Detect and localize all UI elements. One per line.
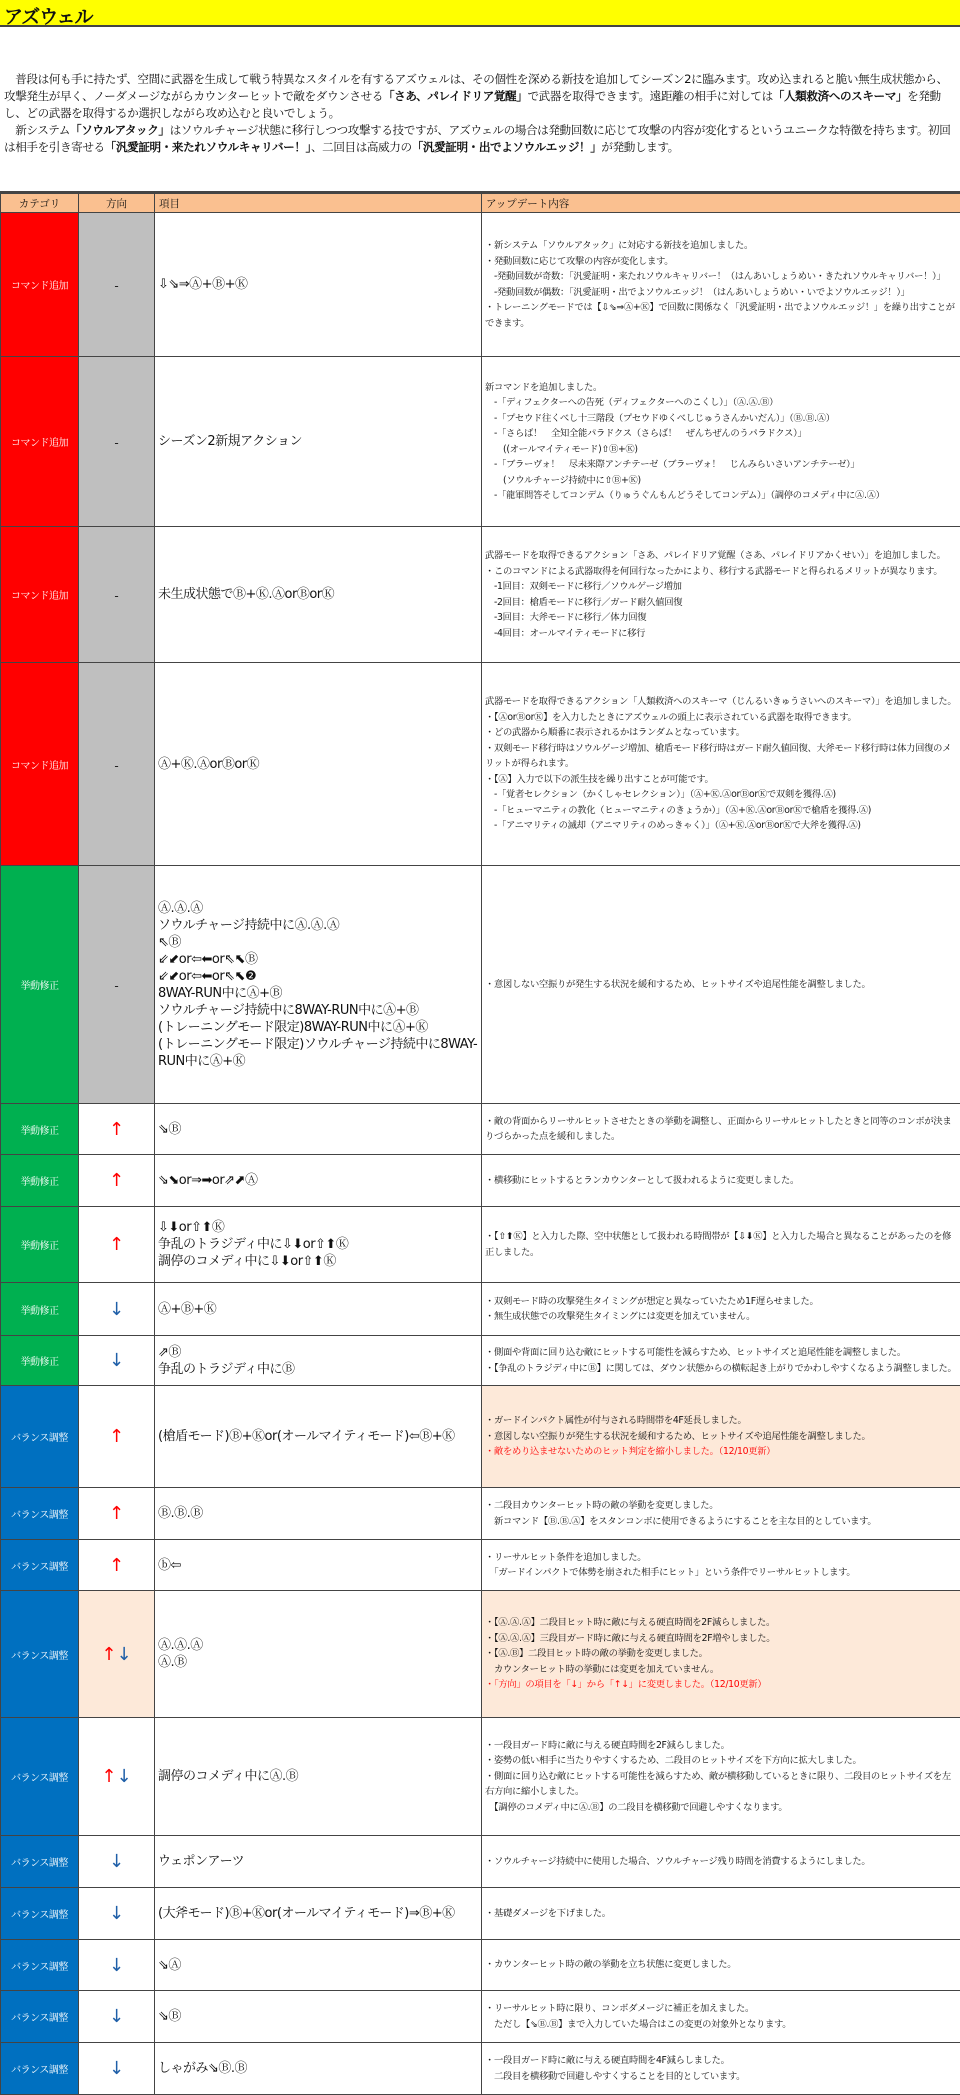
item-cell <box>155 663 482 866</box>
content-line: 二段目を横移動で回避しやすくすることを目的としています。 <box>485 2069 957 2085</box>
content-cell <box>482 1386 960 1488</box>
intro-highlight: 「人類救済へのスキーマ」 <box>773 89 907 103</box>
content-line: -「アニマリティの滅却（アニマリティのめっきゃく）」（Ⓐ+Ⓚ.ⒶorⒷorⓀで大斧を獲得.Ⓐ) <box>485 818 957 834</box>
intro-highlight: 「ソウルアタック」 <box>70 123 170 137</box>
direction-cell <box>79 866 155 1104</box>
direction-value: - <box>114 436 118 450</box>
content-line: ・一段目ガード時に敵に与える硬直時間を4F減らしました。 <box>485 2053 957 2069</box>
item-cell <box>155 1155 482 1207</box>
item-line: ⇖Ⓑ <box>158 934 478 951</box>
content-line: -「龍軍問答そしてコンデム（りゅうぐんもんどうそしてコンデム）」（調停のコメディ中にⒶ.Ⓐ） <box>485 488 957 504</box>
category-cell: バランス調整 <box>1 1488 79 1540</box>
item-cell <box>155 527 482 663</box>
direction-cell <box>79 1104 155 1155</box>
content-line: ・このコマンドによる武器取得を何回行なったかにより、移行する武器モードと得られるメリットが異なります。 <box>485 564 957 580</box>
item-cell <box>155 1207 482 1283</box>
direction-cell <box>79 1540 155 1591</box>
table-row <box>1 357 960 527</box>
item-cell <box>155 866 482 1104</box>
content-line: 武器モードを取得できるアクション「人類救済へのスキーマ（じんるいきゅうさいへのスキーマ）」を追加しました。 <box>485 694 957 710</box>
item-line: ⇙⬋or⇦⬅or⇖⬉Ⓑ <box>158 951 478 968</box>
item-cell <box>155 1336 482 1386</box>
content-line: 新コマンドを追加しました。 <box>485 380 957 396</box>
content-line: ・横移動にヒットするとランカウンターとして扱われるように変更しました。 <box>485 1173 957 1189</box>
content-line: ・どの武器から順番に表示されるかはランダムとなっています。 <box>485 725 957 741</box>
content-line: -1回目：双剣モードに移行／ソウルゲージ増加 <box>485 579 957 595</box>
content-line: ただし【⇘Ⓑ.Ⓑ】まで入力していた場合はこの変更の対象外となります。 <box>485 2017 957 2033</box>
table-row <box>1 2043 960 2095</box>
item-line: ソウルチャージ持続中に8WAY-RUN中にⒶ+Ⓑ <box>158 1002 478 1019</box>
update-note: ・敵をめり込ませないためのヒット判定を縮小しました。（12/10更新） <box>485 1444 957 1460</box>
item-cell <box>155 1836 482 1888</box>
content-line: ・【争乱のトラジディ中にⒷ】に関しては、ダウン状態からの横転起き上がりでかわしやすくなるよう調整しました。 <box>485 1361 957 1377</box>
content-line: 「ガードインパクトで体勢を崩された相手にヒット」という条件でリーサルヒットします。 <box>485 1565 957 1581</box>
content-line: ・【Ⓐ.Ⓐ.Ⓐ】二段目ヒット時に敵に与える硬直時間を2F減らしました。 <box>485 1615 957 1631</box>
content-line: ・【Ⓐ.Ⓑ】二段目ヒット時の敵の挙動を変更しました。 <box>485 1646 957 1662</box>
direction-cell <box>79 1207 155 1283</box>
item-line: ⇘Ⓐ <box>158 1957 478 1974</box>
direction-cell <box>79 2043 155 2095</box>
content-line: ・側面や背面に回り込む敵にヒットする可能性を減らすため、ヒットサイズと追尾性能を調整しました。 <box>485 1345 957 1361</box>
content-cell <box>482 1940 960 1991</box>
item-line: 8WAY-RUN中にⒶ+Ⓑ <box>158 985 478 1002</box>
content-cell <box>482 213 960 357</box>
intro-span: 、二回目は高威力の <box>311 140 412 154</box>
table-row <box>1 213 960 357</box>
table-row <box>1 1940 960 1991</box>
table-row <box>1 527 960 663</box>
direction-value <box>101 1644 131 1665</box>
item-cell <box>155 1104 482 1155</box>
header-content: アップデート内容 <box>482 194 960 213</box>
content-line: ・ガードインパクト属性が付与される時間帯を4F延長しました。 <box>485 1413 957 1429</box>
category-cell: 挙動修正 <box>1 866 79 1104</box>
direction-value: ↑ <box>109 1426 124 1447</box>
intro-text <box>0 27 960 193</box>
content-line: -「ブラーヴォ！ 尽未来際アンチテーゼ（ブラーヴォ！ じんみらいさいアンチテーゼ）」 <box>485 457 957 473</box>
content-line: -「さらば！ 全知全能パラドクス（さらば！ ぜんちぜんのうパラドクス）」 <box>485 426 957 442</box>
table-row <box>1 1991 960 2043</box>
category-cell: バランス調整 <box>1 1888 79 1940</box>
item-line: Ⓐ+Ⓑ+Ⓚ <box>158 1301 478 1318</box>
item-line: ⇘Ⓑ <box>158 1121 478 1138</box>
intro-span: が発動します。 <box>601 140 678 154</box>
item-line: ソウルチャージ持続中にⒶ.Ⓐ.Ⓐ <box>158 917 478 934</box>
content-cell <box>482 1207 960 1283</box>
intro-highlight: 「汎愛証明・来たれソウルキャリバー！」 <box>105 140 311 154</box>
direction-cell <box>79 1991 155 2043</box>
category-cell: バランス調整 <box>1 1940 79 1991</box>
direction-value <box>101 1766 131 1787</box>
content-line: ・カウンターヒット時の敵の挙動を立ち状態に変更しました。 <box>485 1957 957 1973</box>
item-line: Ⓐ+Ⓚ.ⒶorⒷorⓀ <box>158 756 478 773</box>
item-cell <box>155 2043 482 2095</box>
item-line: ⇩⇘⇒Ⓐ+Ⓑ+Ⓚ <box>158 276 478 293</box>
category-cell: バランス調整 <box>1 1540 79 1591</box>
content-cell <box>482 1718 960 1836</box>
content-cell <box>482 1540 960 1591</box>
table-header-row <box>1 194 960 213</box>
content-line: ・発動回数に応じて攻撃の内容が変化します。 <box>485 254 957 270</box>
content-line: ・一段目ガード時に敵に与える硬直時間を2F減らしました。 <box>485 1738 957 1754</box>
content-line: カウンターヒット時の挙動には変更を加えていません。 <box>485 1662 957 1678</box>
content-line: -「プセウド往くべし十三階段（プセウドゆくべしじゅうさんかいだん）」（Ⓑ.Ⓑ.Ⓐ） <box>485 411 957 427</box>
item-cell <box>155 213 482 357</box>
category-cell: バランス調整 <box>1 1836 79 1888</box>
item-line: ⇙⬋or⇦⬅or⇖⬉❷ <box>158 968 478 985</box>
content-line: ・双剣モード移行時はソウルゲージ増加、槍盾モード移行時はガード耐久値回復、大斧モード移行時は体力回復のメリットが得られます。 <box>485 741 957 772</box>
content-cell <box>482 1591 960 1718</box>
item-line: (槍盾モード)Ⓑ+Ⓚor(オールマイティモード)⇦Ⓑ+Ⓚ <box>158 1428 478 1445</box>
content-cell <box>482 1888 960 1940</box>
table-row <box>1 1540 960 1591</box>
table-row <box>1 866 960 1104</box>
item-cell <box>155 1488 482 1540</box>
item-cell <box>155 1283 482 1336</box>
direction-cell <box>79 1336 155 1386</box>
item-line: Ⓐ.Ⓐ.Ⓐ <box>158 900 478 917</box>
table-row <box>1 1104 960 1155</box>
item-line: Ⓐ.Ⓐ.Ⓐ <box>158 1637 478 1654</box>
content-cell <box>482 2043 960 2095</box>
category-cell: バランス調整 <box>1 1718 79 1836</box>
item-line: 争乱のトラジディ中にⒷ <box>158 1361 478 1378</box>
direction-value: - <box>114 759 118 773</box>
item-line: 争乱のトラジディ中に⇩⬇or⇧⬆Ⓚ <box>158 1236 478 1253</box>
content-line: ・【Ⓐ.Ⓐ.Ⓐ】三段目ガード時に敵に与える硬直時間を2F増やしました。 <box>485 1631 957 1647</box>
item-line: ⇩⬇or⇧⬆Ⓚ <box>158 1219 478 1236</box>
item-cell <box>155 1888 482 1940</box>
content-line: 【調停のコメディ中にⒶ.Ⓑ】の二段目を横移動で回避しやすくなります。 <box>485 1800 957 1816</box>
intro-span: 普段は何も手に持たず、空間に武器を生成して戦う特異なスタイルを有するアズウェルは、その個性を深める新技を追加してシーズン2に臨みます。攻め込まれると脆い無生成状態から、攻撃発生が早く、ノーダメージながらカウンターヒットで敵をダウンさせる <box>4 72 948 103</box>
category-cell: 挙動修正 <box>1 1104 79 1155</box>
content-line: -2回目：槍盾モードに移行／ガード耐久値回復 <box>485 595 957 611</box>
direction-value: ↑ <box>109 1119 124 1140</box>
direction-value: ↓ <box>109 1851 124 1872</box>
intro-span: 新システム <box>4 123 70 137</box>
item-cell <box>155 1591 482 1718</box>
direction-cell <box>79 213 155 357</box>
category-cell: 挙動修正 <box>1 1207 79 1283</box>
content-line: ・リーサルヒット条件を追加しました。 <box>485 1550 957 1566</box>
content-line: ・敵の背面からリーサルヒットさせたときの挙動を調整し、正面からリーサルヒットしたときと同等のコンボが決まりづらかった点を緩和しました。 <box>485 1114 957 1145</box>
direction-value: ↑ <box>109 1170 124 1191</box>
direction-value: ↑ <box>109 1234 124 1255</box>
item-cell <box>155 1540 482 1591</box>
direction-cell <box>79 1591 155 1718</box>
direction-value: ↓ <box>109 1955 124 1976</box>
item-line: Ⓑ.Ⓑ.Ⓑ <box>158 1505 478 1522</box>
direction-cell <box>79 357 155 527</box>
category-cell: バランス調整 <box>1 1386 79 1488</box>
direction-cell <box>79 663 155 866</box>
table-row <box>1 1386 960 1488</box>
intro-span: はソウルチャージ状態に移行しつつ攻撃する技ですが、アズウェルの場合は発動回数に応じて攻撃の内容が変化するというユニークな特徴を持ちます。初回は相手を引き寄せる <box>4 123 950 154</box>
header-direction: 方向 <box>79 194 155 213</box>
header-category: カテゴリ <box>1 194 79 213</box>
content-line: 新コマンド【Ⓑ.Ⓑ.Ⓐ】をスタンコンボに使用できるようにすることを主な目的としています。 <box>485 1514 957 1530</box>
item-line: ⇘Ⓑ <box>158 2008 478 2025</box>
up-arrow-icon: ↑ <box>101 1644 116 1665</box>
direction-cell <box>79 1888 155 1940</box>
category-cell: バランス調整 <box>1 1591 79 1718</box>
item-line: 未生成状態でⒷ+Ⓚ.ⒶorⒷorⓀ <box>158 586 478 603</box>
direction-cell <box>79 1283 155 1336</box>
item-cell <box>155 1386 482 1488</box>
direction-cell <box>79 1155 155 1207</box>
content-line: ・リーサルヒット時に限り、コンボダメージに補正を加えました。 <box>485 2001 957 2017</box>
item-line: 調停のコメディ中にⒶ.Ⓑ <box>158 1768 478 1785</box>
item-line: Ⓐ.Ⓑ <box>158 1654 478 1671</box>
content-line: ・【Ⓐ】入力で以下の派生技を繰り出すことが可能です。 <box>485 772 957 788</box>
content-cell <box>482 357 960 527</box>
content-line: 武器モードを取得できるアクション「さあ、パレイドリア覚醒（さあ、パレイドリアかくせい）」を追加しました。 <box>485 548 957 564</box>
content-cell <box>482 1283 960 1336</box>
table-row <box>1 663 960 866</box>
item-line: ⇗Ⓑ <box>158 1344 478 1361</box>
intro-paragraph-1 <box>4 71 956 122</box>
content-cell <box>482 1336 960 1386</box>
header-item: 項目 <box>155 194 482 213</box>
page-title: アズウェル <box>0 0 960 27</box>
content-line: -4回目：オールマイティモードに移行 <box>485 626 957 642</box>
down-arrow-icon: ↓ <box>117 1644 132 1665</box>
category-cell: コマンド追加 <box>1 213 79 357</box>
direction-cell <box>79 1836 155 1888</box>
direction-cell <box>79 1940 155 1991</box>
category-cell: 挙動修正 <box>1 1336 79 1386</box>
down-arrow-icon: ↓ <box>117 1766 132 1787</box>
item-line: 調停のコメディ中に⇩⬇or⇧⬆Ⓚ <box>158 1253 478 1270</box>
content-line: ・意図しない空振りが発生する状況を緩和するため、ヒットサイズや追尾性能を調整しました。 <box>485 977 957 993</box>
table-row <box>1 1888 960 1940</box>
direction-value: ↓ <box>109 1350 124 1371</box>
content-cell <box>482 1488 960 1540</box>
table-row <box>1 1591 960 1718</box>
intro-highlight: 「汎愛証明・出でよソウルエッジ！」 <box>412 140 602 154</box>
update-note: ・「方向」の項目を「↓」から「↑↓」に変更しました。（12/10更新） <box>485 1677 957 1693</box>
intro-highlight: 「さあ、パレイドリア覚醒」 <box>383 89 527 103</box>
content-line: -「ヒューマニティの教化（ヒューマニティのきょうか）」（Ⓐ+Ⓚ.ⒶorⒷorⓀで槍盾を獲得.Ⓐ) <box>485 803 957 819</box>
category-cell: コマンド追加 <box>1 357 79 527</box>
item-line: ⇘⬊or⇒➡or⇗⬈Ⓐ <box>158 1172 478 1189</box>
item-line: しゃがみ⇘Ⓑ.Ⓑ <box>158 2060 478 2077</box>
item-line: ⓑ⇦ <box>158 1557 478 1574</box>
content-line: -「覚者セレクション（かくしゃセレクション）」（Ⓐ+Ⓚ.ⒶorⒷorⓀで双剣を獲得.Ⓐ) <box>485 787 957 803</box>
direction-value: ↓ <box>109 2058 124 2079</box>
direction-cell <box>79 1718 155 1836</box>
update-table <box>0 193 960 2095</box>
table-row <box>1 1207 960 1283</box>
direction-cell <box>79 527 155 663</box>
item-line: シーズン2新規アクション <box>158 433 478 450</box>
content-cell <box>482 1104 960 1155</box>
content-cell <box>482 663 960 866</box>
content-line: ・意図しない空振りが発生する状況を緩和するため、ヒットサイズや追尾性能を調整しました。 <box>485 1429 957 1445</box>
category-cell: コマンド追加 <box>1 527 79 663</box>
content-cell <box>482 866 960 1104</box>
direction-value: ↑ <box>109 1503 124 1524</box>
direction-value: - <box>114 979 118 993</box>
content-line: ・ソウルチャージ持続中に使用した場合、ソウルチャージ残り時間を消費するようにしました。 <box>485 1854 957 1870</box>
content-cell <box>482 1155 960 1207</box>
table-row <box>1 1283 960 1336</box>
direction-cell <box>79 1488 155 1540</box>
category-cell: バランス調整 <box>1 2043 79 2095</box>
direction-value: ↑ <box>109 1555 124 1576</box>
content-line: ・無生成状態での攻撃発生タイミングには変更を加えていません。 <box>485 1309 957 1325</box>
content-line: -発動回数が奇数：「汎愛証明・来たれソウルキャリバー！（はんあいしょうめい・きたれソウルキャリバー！）」 <box>485 269 957 285</box>
category-cell: 挙動修正 <box>1 1155 79 1207</box>
direction-value: ↓ <box>109 1903 124 1924</box>
item-line: (大斧モード)Ⓑ+Ⓚor(オールマイティモード)⇒Ⓑ+Ⓚ <box>158 1905 478 1922</box>
category-cell: コマンド追加 <box>1 663 79 866</box>
category-cell: バランス調整 <box>1 1991 79 2043</box>
content-line: ・双剣モード時の攻撃発生タイミングが想定と異なっていたため1F遅らせました。 <box>485 1294 957 1310</box>
direction-value: ↓ <box>109 1299 124 1320</box>
content-line: (ソウルチャージ持続中に⇧Ⓑ+Ⓚ) <box>485 473 957 489</box>
table-row <box>1 1488 960 1540</box>
table-row <box>1 1718 960 1836</box>
direction-value: ↓ <box>109 2006 124 2027</box>
category-cell: 挙動修正 <box>1 1283 79 1336</box>
item-cell <box>155 357 482 527</box>
item-line: (トレーニングモード限定)8WAY-RUN中にⒶ+Ⓚ <box>158 1019 478 1036</box>
content-line: -「ディフェクターへの告死（ディフェクターへのこくし）」（Ⓐ.Ⓐ.Ⓑ） <box>485 395 957 411</box>
content-line: ・基礎ダメージを下げました。 <box>485 1906 957 1922</box>
content-line: ・新システム「ソウルアタック」に対応する新技を追加しました。 <box>485 238 957 254</box>
table-row <box>1 1155 960 1207</box>
item-cell <box>155 1991 482 2043</box>
content-line: ・側面に回り込む敵にヒットする可能性を減らすため、敵が横移動しているときに限り、二段目のヒットサイズを左右方向に縮小しました。 <box>485 1769 957 1800</box>
item-cell <box>155 1940 482 1991</box>
content-line: -3回目：大斧モードに移行／体力回復 <box>485 610 957 626</box>
intro-span: を発動し、どの武器を取得するか選択しながら攻め込むと良いでしょう。 <box>4 89 941 120</box>
content-cell <box>482 1991 960 2043</box>
content-cell <box>482 527 960 663</box>
direction-value: - <box>114 589 118 603</box>
direction-value: - <box>114 279 118 293</box>
intro-span: で武器を取得できます。遠距離の相手に対しては <box>527 89 772 103</box>
content-line: ((オールマイティモード)⇧Ⓑ+Ⓚ) <box>485 442 957 458</box>
item-line: (トレーニングモード限定)ソウルチャージ持続中に8WAY-RUN中にⒶ+Ⓚ <box>158 1036 478 1070</box>
content-line: ・【ⒶorⒷorⓀ】を入力したときにアズウェルの頭上に表示されている武器を取得できます。 <box>485 710 957 726</box>
content-cell <box>482 1836 960 1888</box>
content-line: ・【⇧⬆Ⓚ】と入力した際、空中状態として扱われる時間帯が【⇩⬇Ⓚ】と入力した場合と異なることがあったのを修正しました。 <box>485 1229 957 1260</box>
direction-cell <box>79 1386 155 1488</box>
item-cell <box>155 1718 482 1836</box>
table-row <box>1 1336 960 1386</box>
content-line: ・トレーニングモードでは【⇩⇘⇒Ⓐ+Ⓚ】で回数に関係なく「汎愛証明・出でよソウルエッジ！」を繰り出すことができます。 <box>485 300 957 331</box>
content-line: ・姿勢の低い相手に当たりやすくするため、二段目のヒットサイズを下方向に拡大しました。 <box>485 1753 957 1769</box>
item-line: ウェポンアーツ <box>158 1853 478 1870</box>
content-line: ・二段目カウンターヒット時の敵の挙動を変更しました。 <box>485 1498 957 1514</box>
content-line: -発動回数が偶数：「汎愛証明・出でよソウルエッジ！（はんあいしょうめい・いでよソウルエッジ！）」 <box>485 285 957 301</box>
up-arrow-icon: ↑ <box>101 1766 116 1787</box>
intro-paragraph-2 <box>4 122 956 156</box>
table-row <box>1 1836 960 1888</box>
